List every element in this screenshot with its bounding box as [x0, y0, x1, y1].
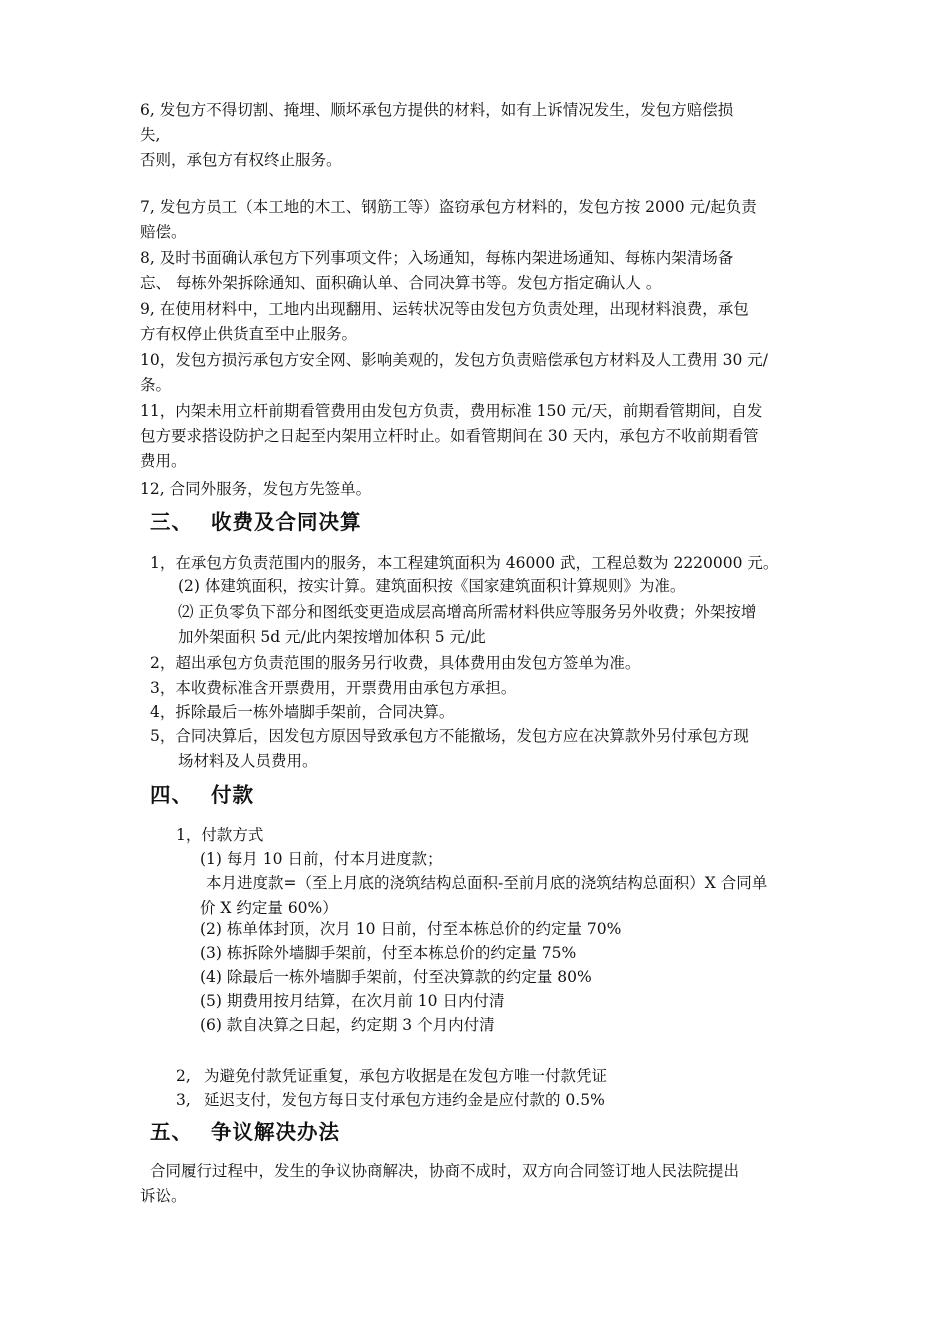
- clause-7: [140, 195, 830, 245]
- fee-item-5: [150, 724, 830, 774]
- clause-line: 费用。: [140, 452, 187, 470]
- payment-formula-line: 价 X 约定量 60%）: [200, 899, 338, 917]
- clause-12: [140, 477, 830, 502]
- fee-sub-2-line: 加外架面积 5d 元/此内架按增加体积 5 元/此: [178, 628, 486, 646]
- clause-line: 赔偿。: [140, 223, 187, 241]
- fee-item-2: 2，超出承包方负责范围的服务另行收费，具体费用由发包方签单为准。: [150, 654, 641, 672]
- clause-line: 7, 发包方员工（本工地的木工、钢筋工等）盗窃承包方材料的，发包方按 2000 元/起负责: [140, 198, 757, 216]
- clause-line: 忘、 每栋外架拆除通知、面积确认单、合同决算书等。发包方指定确认人 。: [140, 274, 662, 292]
- payment-term-6: (6) 款自决算之日起，约定期 3 个月内付清: [200, 1016, 495, 1034]
- dispute-line: 合同履行过程中，发生的争议协商解决，协商不成时，双方向合同签订地人民法院提出: [150, 1162, 740, 1180]
- section-number: 五、: [150, 1120, 193, 1144]
- section-heading-3: [150, 510, 362, 535]
- clause-11: [140, 399, 830, 474]
- payment-item-text: 延迟支付，发包方每日支付承包方违约金是应付款的 0.5%: [204, 1091, 605, 1109]
- payment-formula: [200, 871, 830, 921]
- clause-line: 否则，承包方有权终止服务。: [140, 151, 342, 169]
- payment-term-3: (3) 栋拆除外墙脚手架前，付至本栋总价的约定量 75%: [200, 944, 577, 962]
- fee-item-5-line: 场材料及人员费用。: [178, 752, 318, 770]
- fee-item-4: 4，拆除最后一栋外墙脚手架前，合同决算。: [150, 703, 455, 721]
- fee-item-5-line: 5，合同决算后，因发包方原因导致承包方不能撤场，发包方应在决算款外另付承包方现: [150, 727, 749, 745]
- payment-item-3: [176, 1088, 836, 1113]
- clause-10: [140, 348, 830, 398]
- section-title: 收费及合同决算: [211, 510, 362, 534]
- clause-line: 10，发包方损污承包方安全网、影响美观的，发包方负责赔偿承包方材料及人工费用 30 元/: [140, 351, 769, 369]
- clause-line: 9, 在使用材料中，工地内出现翻用、运转状况等由发包方负责处理，出现材料浪费，承包: [140, 300, 749, 318]
- payment-item-2: [176, 1064, 836, 1089]
- fee-sub-1: (2) 体建筑面积，按实计算。建筑面积按《国家建筑面积计算规则》为准。: [178, 577, 686, 595]
- clause-line: 包方要求搭设防护之日起至内架用立杆时止。如看管期间在 30 天内，承包方不收前期看管: [140, 427, 759, 445]
- section-heading-4: [150, 783, 254, 808]
- section-title: 争议解决办法: [211, 1120, 340, 1144]
- payment-term-2: (2) 栋单体封顶，次月 10 日前，付至本栋总价的约定量 70%: [200, 920, 622, 938]
- clause-9: [140, 297, 830, 347]
- payment-item-number: 2,: [176, 1067, 191, 1085]
- section-heading-5: [150, 1120, 340, 1145]
- clause-line: 6, 发包方不得切割、掩埋、顺坏承包方提供的材料，如有上诉情况发生，发包方赔偿损: [140, 101, 734, 119]
- payment-term-1: (1) 每月 10 日前，付本月进度款；: [200, 850, 443, 868]
- clause-line: 失,: [140, 126, 161, 144]
- dispute-line: 诉讼。: [140, 1187, 187, 1205]
- clause-line: 8, 及时书面确认承包方下列事项文件；入场通知，每栋内架进场通知、每栋内架清场备: [140, 249, 734, 267]
- payment-item-text: 为避免付款凭证重复，承包方收据是在发包方唯一付款凭证: [204, 1067, 608, 1085]
- section-number: 三、: [150, 510, 193, 534]
- fee-sub-2-line: ⑵ 正负零负下部分和图纸变更造成层高增高所需材料供应等服务另外收费；外架按增: [178, 603, 757, 621]
- clause-8: [140, 246, 830, 296]
- payment-item-1: 1，付款方式: [176, 826, 264, 844]
- clause-line: 11，内架未用立杆前期看管费用由发包方负责，费用标准 150 元/天，前期看管期间，自发: [140, 402, 763, 420]
- clause-line: 12, 合同外服务，发包方先签单。: [140, 480, 372, 498]
- fee-item-1: 1，在承包方负责范围内的服务，本工程建筑面积为 46000 武，工程总数为 2220000 元。: [150, 554, 779, 572]
- fee-sub-2: [178, 600, 828, 650]
- payment-formula-line: 本月进度款=（至上月底的浇筑结构总面积-至前月底的浇筑结构总面积）X 合同单: [206, 874, 768, 892]
- payment-term-4: (4) 除最后一栋外墙脚手架前，付至决算款的约定量 80%: [200, 968, 592, 986]
- payment-item-number: 3,: [176, 1091, 191, 1109]
- section-number: 四、: [150, 783, 193, 807]
- fee-item-3: 3，本收费标准含开票费用，开票费用由承包方承担。: [150, 679, 517, 697]
- payment-term-5: (5) 期费用按月结算，在次月前 10 日内付清: [200, 992, 505, 1010]
- dispute-paragraph: [140, 1159, 830, 1209]
- section-title: 付款: [211, 783, 254, 807]
- clause-6: [140, 98, 830, 173]
- clause-line: 方有权停止供货直至中止服务。: [140, 325, 358, 343]
- clause-line: 条。: [140, 376, 172, 394]
